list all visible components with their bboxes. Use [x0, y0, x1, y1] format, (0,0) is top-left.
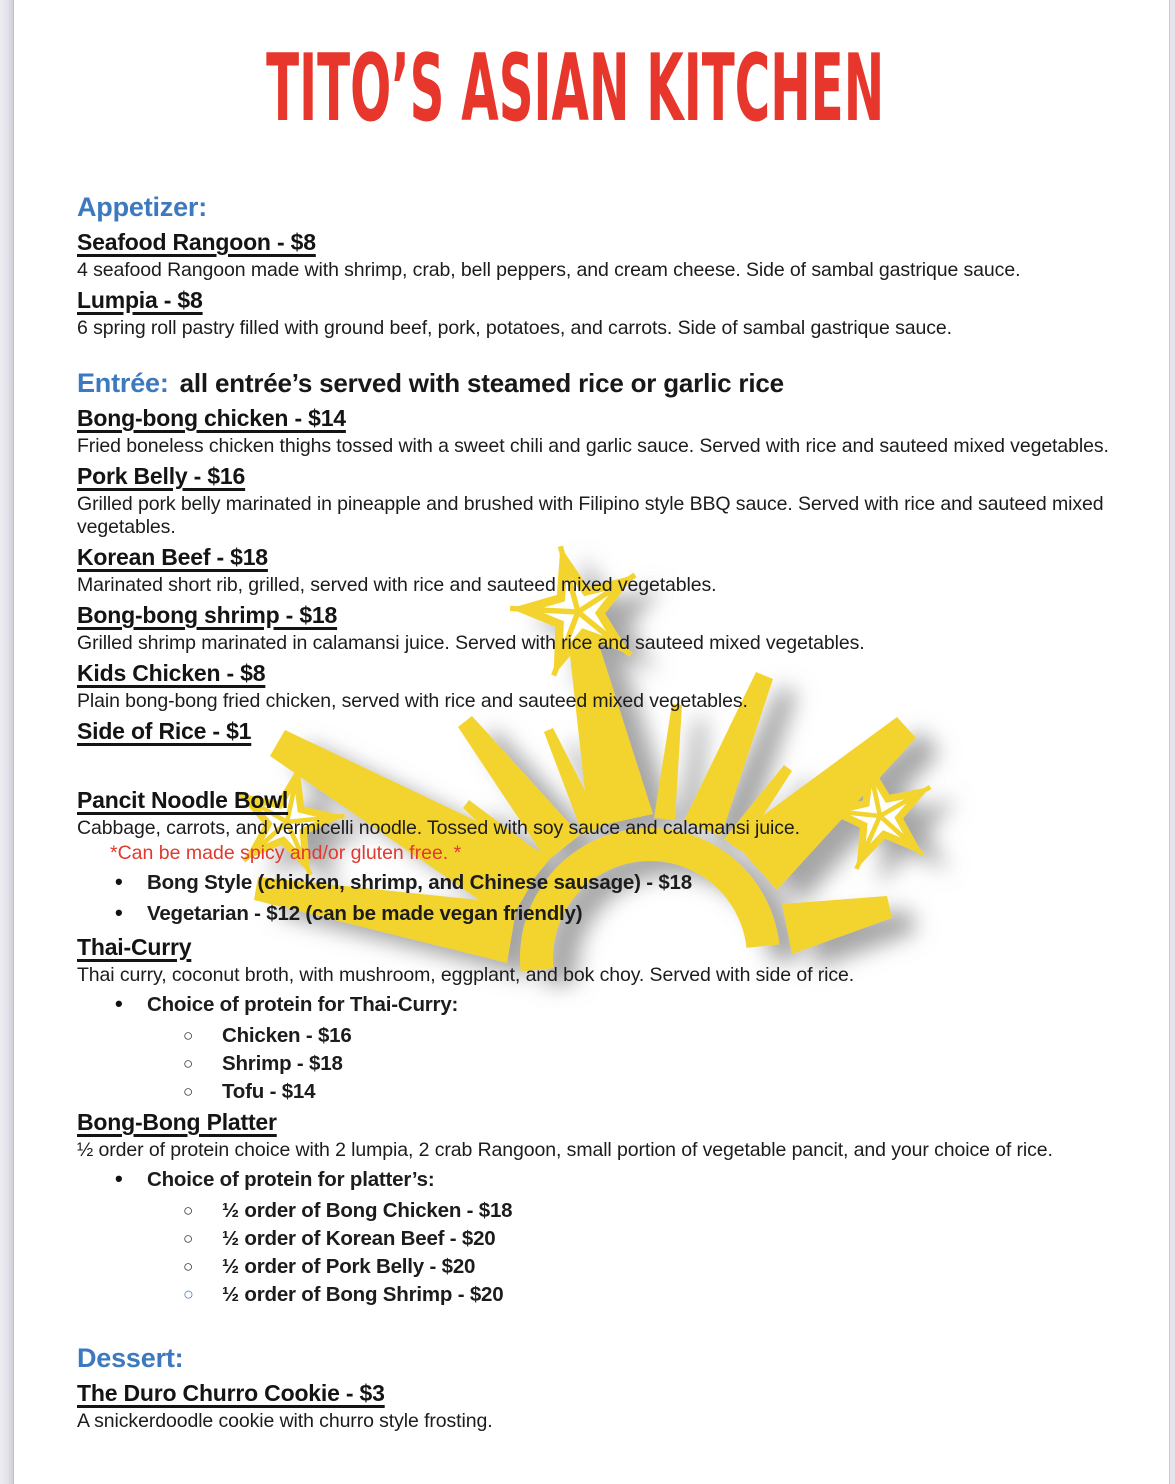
- list-item: ○ Chicken - $16: [77, 1023, 1109, 1048]
- section-appetizer: [77, 190, 1109, 340]
- menu-item-name: The Duro Churro Cookie - $3: [77, 1380, 385, 1406]
- menu-item-name: Pork Belly - $16: [77, 463, 246, 489]
- menu-item-desc: Cabbage, carrots, and vermicelli noodle. Tossed with soy sauce and calamansi juice.: [77, 817, 800, 839]
- section-entree: [77, 366, 1109, 746]
- list-item: • Bong Style (chicken, shrimp, and Chinese sausage) - $18: [77, 870, 1109, 896]
- platter-protein-options: [77, 1198, 1109, 1307]
- section-pancit-noodle-bowl: [77, 785, 1109, 927]
- appetizer-heading: Appetizer:: [77, 192, 208, 222]
- list-item: ○ ½ order of Bong Chicken - $18: [77, 1198, 1109, 1223]
- section-thai-curry: [77, 932, 1109, 1104]
- menu-item-name: Korean Beef - $18: [77, 544, 268, 570]
- menu-item-desc: ½ order of protein choice with 2 lumpia, 2 crab Rangoon, small portion of vegetable pancit, and your choice of rice.: [77, 1139, 1053, 1161]
- thai-curry-choice-list: [77, 992, 1109, 1018]
- entree-heading: [77, 366, 1109, 400]
- entree-heading-label: Entrée:: [77, 368, 169, 398]
- spicy-gluten-free-note: *Can be made spicy and/or gluten free. *: [110, 842, 462, 864]
- menu-item-desc: A snickerdoodle cookie with churro style frosting.: [77, 1410, 493, 1432]
- list-item: ○ Tofu - $14: [77, 1079, 1109, 1104]
- menu-item-desc: Thai curry, coconut broth, with mushroom, eggplant, and bok choy. Served with side of rice.: [77, 964, 855, 986]
- page-left-edge: [0, 0, 14, 1484]
- dessert-heading: Dessert:: [77, 1343, 184, 1373]
- section-bong-bong-platter: [77, 1107, 1109, 1307]
- section-gap: [77, 746, 1109, 782]
- list-item: • Choice of protein for platter’s:: [77, 1167, 1109, 1193]
- list-item: • Choice of protein for Thai-Curry:: [77, 992, 1109, 1018]
- menu-item-desc: Grilled pork belly marinated in pineapple and brushed with Filipino style BBQ sauce. Served with rice and sauteed mixed vegetables.: [77, 493, 1104, 538]
- page-right-edge: [1169, 0, 1175, 1484]
- menu-item-name: Thai-Curry: [77, 934, 192, 960]
- menu-item-desc: Plain bong-bong fried chicken, served with rice and sauteed mixed vegetables.: [77, 690, 748, 712]
- menu-item-name: Pancit Noodle Bowl: [77, 787, 289, 813]
- menu-item-desc: 6 spring roll pastry filled with ground beef, pork, potatoes, and carrots. Side of sambal gastrique sauce.: [77, 317, 952, 339]
- menu-item-desc: Fried boneless chicken thighs tossed with a sweet chili and garlic sauce. Served with rice and sauteed mixed vegetables.: [77, 435, 1109, 457]
- thai-curry-protein-options: [77, 1023, 1109, 1104]
- section-dessert: [77, 1341, 1109, 1433]
- menu-item-name: Side of Rice - $1: [77, 718, 252, 744]
- list-item: ○ ½ order of Bong Shrimp - $20: [77, 1282, 1109, 1307]
- menu-item-name: Kids Chicken - $8: [77, 660, 266, 686]
- pancit-options-list: [77, 870, 1109, 927]
- list-item: ○ Shrimp - $18: [77, 1051, 1109, 1076]
- menu-item-name: Lumpia - $8: [77, 287, 203, 313]
- list-item: ○ ½ order of Korean Beef - $20: [77, 1226, 1109, 1251]
- menu-item-desc: Grilled shrimp marinated in calamansi juice. Served with rice and sauteed mixed vegetables.: [77, 632, 865, 654]
- entree-heading-note: all entrée’s served with steamed rice or garlic rice: [179, 368, 784, 398]
- menu-item-name: Seafood Rangoon - $8: [77, 229, 316, 255]
- menu-item-name: Bong-bong chicken - $14: [77, 405, 346, 431]
- page-title: TITO’S ASIAN KITCHEN: [265, 32, 885, 143]
- list-item: • Vegetarian - $12 (can be made vegan friendly): [77, 901, 1109, 927]
- menu-item-desc: Marinated short rib, grilled, served with rice and sauteed mixed vegetables.: [77, 574, 717, 596]
- menu-item-name: Bong-bong shrimp - $18: [77, 602, 338, 628]
- menu-item-name: Bong-Bong Platter: [77, 1109, 277, 1135]
- platter-choice-list: [77, 1167, 1109, 1193]
- menu-item-desc: 4 seafood Rangoon made with shrimp, crab, bell peppers, and cream cheese. Side of sambal gastrique sauce.: [77, 259, 1021, 281]
- title-row: [77, 32, 1109, 156]
- list-item: ○ ½ order of Pork Belly - $20: [77, 1254, 1109, 1279]
